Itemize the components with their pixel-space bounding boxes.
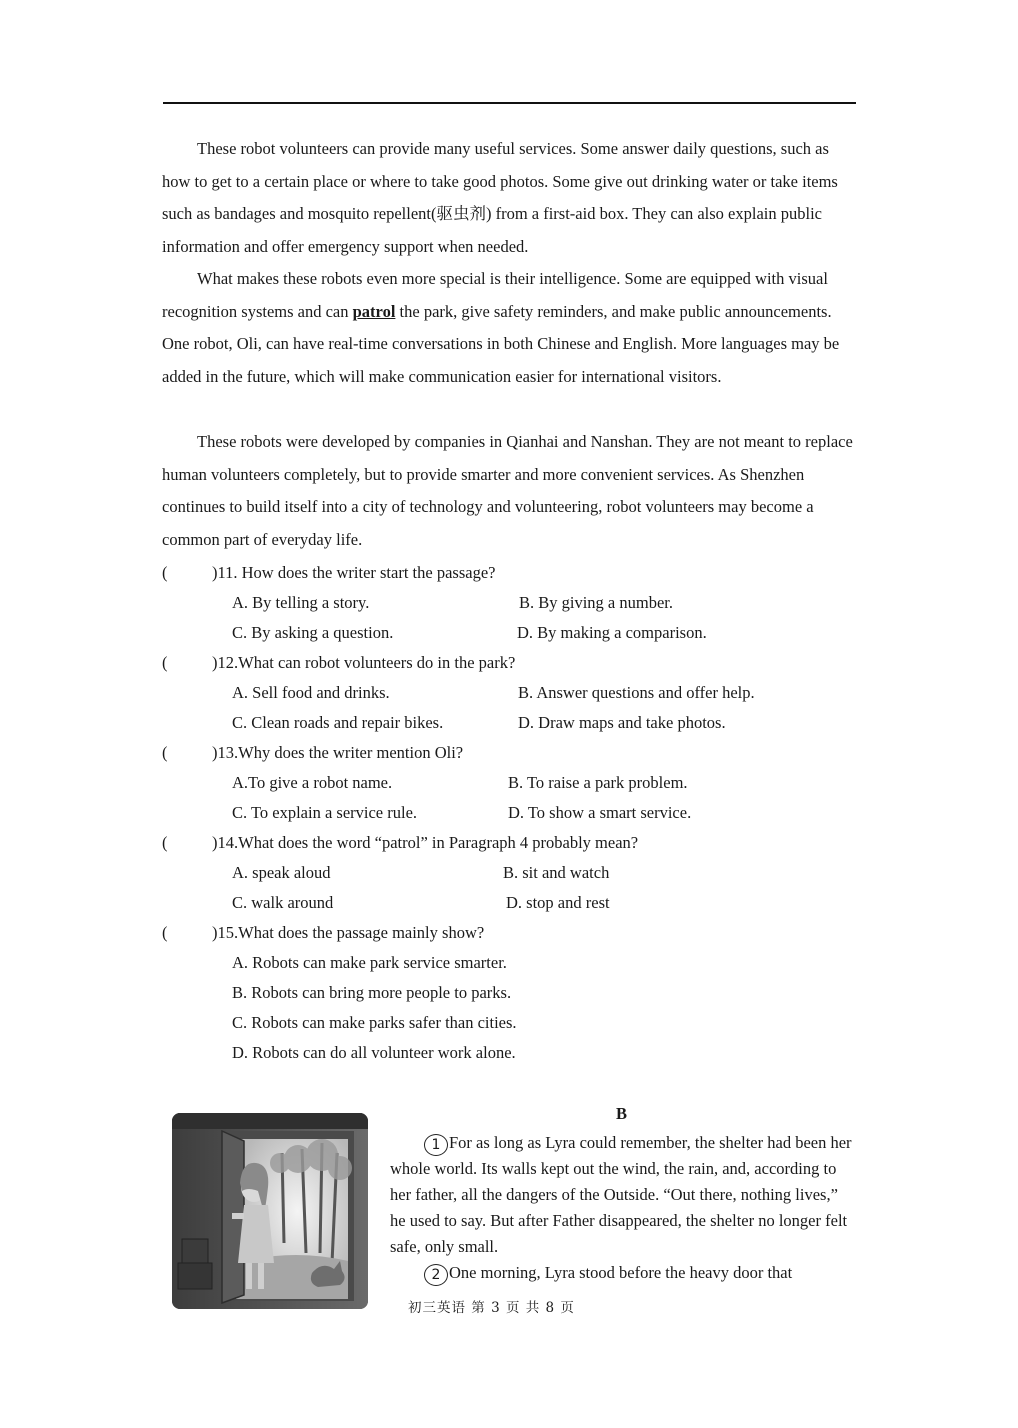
option-c: C. Clean roads and repair bikes. [232, 713, 444, 732]
option-d: D. By making a comparison. [517, 623, 707, 642]
option-a: A. Sell food and drinks. [232, 683, 390, 702]
option-d: D. stop and rest [506, 893, 610, 912]
option-b: B. To raise a park problem. [508, 773, 688, 792]
option-b: B. sit and watch [503, 863, 610, 882]
passage-paragraph-3: These robots were developed by companies in Qianhai and Nanshan. They are not meant to replace human volunteers completely, but to provide smarter and more convenient services. As Shenzhen continues to build itself into a city of technology and volunteering, robot volunteers may become a common part of everyday life. [162, 432, 853, 549]
option-c: C. By asking a question. [232, 623, 394, 642]
question-13: ( )13.Why does the writer mention Oli? [162, 743, 464, 762]
question-15: ( )15.What does the passage mainly show? [162, 923, 485, 942]
option-d: D. Draw maps and take photos. [518, 713, 726, 732]
header-rule [163, 102, 856, 104]
section-title: B [616, 1104, 628, 1123]
option-a: A. By telling a story. [232, 593, 370, 612]
question-11: ( )11. How does the writer start the passage? [162, 563, 496, 582]
answer-blank: ( [162, 923, 168, 942]
option-c: C. To explain a service rule. [232, 803, 418, 822]
option-b: B. Robots can bring more people to parks. [232, 983, 512, 1002]
passage-paragraph-1: These robot volunteers can provide many useful services. Some answer daily questions, such as how to get to a certain place or where to take good photos. Some give out drinking water or take items such as bandages and mosquito repellent(驱虫剂) from a first-aid box. They can also explain public information and offer emergency support when needed. [162, 139, 838, 256]
option-a: A.To give a robot name. [232, 773, 393, 792]
story-paragraph-1: 1 For as long as Lyra could remember, the shelter had been her whole world. Its walls kept out the wind, the rain, and, according to her father, all the dangers of the Outside. “Out there, nothing lives,” he used to say. But after Father disappeared, the shelter no longer felt safe, only small. [390, 1133, 852, 1256]
question-12: ( )12.What can robot volunteers do in the park? [162, 653, 516, 672]
option-a: A. speak aloud [232, 863, 331, 882]
keyword-patrol: patrol [352, 301, 396, 321]
option-d: D. Robots can do all volunteer work alone. [232, 1043, 516, 1062]
option-c: C. walk around [232, 893, 334, 912]
answer-blank: ( [162, 653, 168, 672]
option-b: B. Answer questions and offer help. [518, 683, 755, 702]
paragraph-number: 2 [424, 1264, 448, 1286]
option-d: D. To show a smart service. [508, 803, 692, 822]
page-footer: 初三英语 第 3 页 共 8 页 [408, 1300, 575, 1316]
paragraph-number: 1 [424, 1134, 448, 1156]
story-illustration [172, 1113, 368, 1309]
answer-blank: ( [162, 563, 168, 582]
answer-blank: ( [162, 743, 168, 762]
option-a: A. Robots can make park service smarter. [232, 953, 507, 972]
passage-paragraph-2: What makes these robots even more special is their intelligence. Some are equipped with visual recognition systems and can patrol the park, give safety reminders, and make public announcements. One robot, Oli, can have real-time conversations in both Chinese and English. More languages may be added in the future, which will make communication easier for international visitors. [162, 269, 840, 386]
answer-blank: ( [162, 833, 168, 852]
story-paragraph-2: 2 One morning, Lyra stood before the heavy door that [390, 1260, 856, 1286]
option-c: C. Robots can make parks safer than cities. [232, 1013, 517, 1032]
option-b: B. By giving a number. [519, 593, 673, 612]
question-14: ( )14.What does the word “patrol” in Paragraph 4 probably mean? [162, 833, 639, 852]
